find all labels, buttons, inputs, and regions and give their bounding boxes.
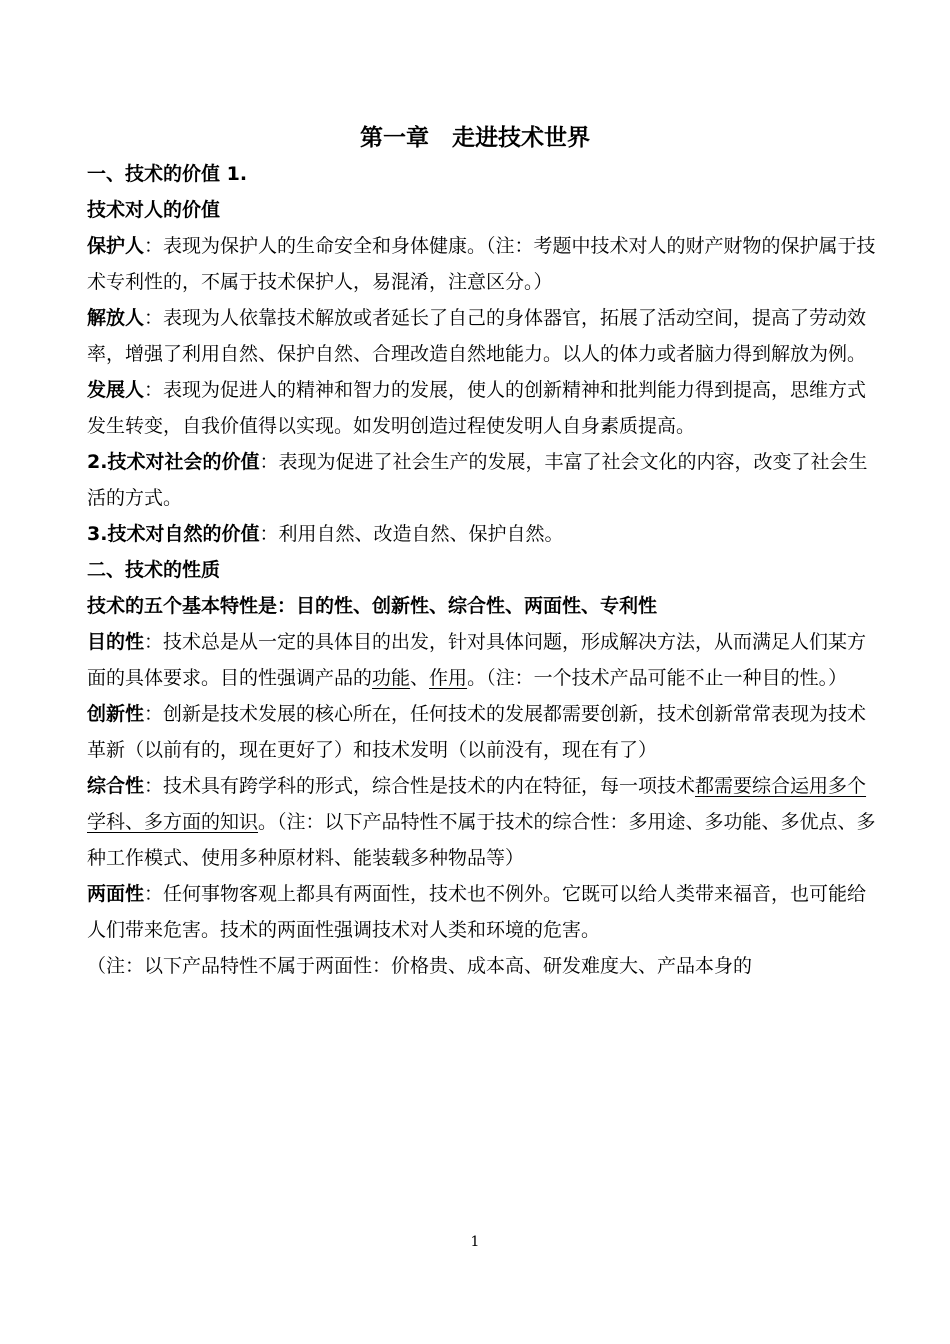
- text-run: ：表现为人依靠技术解放或者延长了自己的身体器官，拓展了活动空间，提高了劳动效率，增强了利用自然、保护自然、合理改造自然地能力。以人的体力或者脑力得到解放为例。: [87, 307, 867, 365]
- text-run: 。（注：以下产品特性不属于技术的综合性：多用途、多功能、多优点、多种工作模式、使用多种原材料、能装载多种物品等）: [87, 811, 876, 869]
- chapter-title: 第一章 走进技术世界: [360, 125, 590, 151]
- text-run: ：表现为促进了社会生产的发展，丰富了社会文化的内容，改变了社会生活的方式。: [87, 451, 868, 509]
- bold-term: 两面性: [87, 883, 145, 905]
- underlined-text: 都需要综合运用多个学科、多方面的知识: [87, 775, 867, 833]
- paragraph: [87, 192, 882, 228]
- bold-term: 技术对人的价值: [87, 199, 221, 221]
- bold-term: 目的性: [87, 631, 145, 653]
- document-body: [87, 156, 882, 984]
- text-run: ：利用自然、改造自然、保护自然。: [259, 523, 564, 545]
- paragraph: [87, 696, 882, 768]
- paragraph: [87, 948, 882, 984]
- bold-term: 解放人: [87, 307, 145, 329]
- paragraph: [87, 228, 882, 300]
- paragraph: [87, 624, 882, 696]
- underlined-text: 作用: [429, 667, 468, 689]
- underlined-text: 功能: [372, 667, 411, 689]
- paragraph: [87, 300, 882, 372]
- bold-term: 发展人: [87, 379, 145, 401]
- paragraph: [87, 372, 882, 444]
- bold-term: 一、技术的价值 1.: [87, 163, 248, 185]
- paragraph: [87, 876, 882, 948]
- bold-term: 技术的五个基本特性是：目的性、创新性、综合性、两面性、专利性: [87, 595, 658, 617]
- bold-term: 2.技术对社会的价值: [87, 451, 260, 473]
- paragraph: [87, 588, 882, 624]
- text-run: 。（注：一个技术产品可能不止一种目的性。）: [467, 667, 848, 689]
- bold-term: 综合性: [87, 775, 145, 797]
- paragraph: [87, 552, 882, 588]
- text-run: ：表现为保护人的生命安全和身体健康。（注：考题中技术对人的财产财物的保护属于技术专利性的，不属于技术保护人，易混淆，注意区分。）: [87, 235, 876, 293]
- text-run: ：表现为促进人的精神和智力的发展，使人的创新精神和批判能力得到提高，思维方式发生转变，自我价值得以实现。如发明创造过程使发明人自身素质提高。: [87, 379, 867, 437]
- bold-term: 3.技术对自然的价值: [87, 523, 260, 545]
- bold-term: 创新性: [87, 703, 145, 725]
- paragraph: [87, 516, 882, 552]
- bold-term: 保护人: [87, 235, 145, 257]
- paragraph: [87, 768, 882, 876]
- text-run: ：创新是技术发展的核心所在，任何技术的发展都需要创新，技术创新常常表现为技术革新（以前有的，现在更好了）和技术发明（以前没有，现在有了）: [87, 703, 867, 761]
- text-run: （注：以下产品特性不属于两面性：价格贵、成本高、研发难度大、产品本身的: [87, 955, 753, 977]
- paragraph: [87, 156, 882, 192]
- text-run: ：技术具有跨学科的形式，综合性是技术的内在特征，每一项技术: [144, 775, 696, 797]
- bold-term: 二、技术的性质: [87, 559, 221, 581]
- page-number: 1: [470, 1234, 480, 1250]
- text-run: 、: [410, 667, 430, 689]
- text-run: ：任何事物客观上都具有两面性，技术也不例外。它既可以给人类带来福音，也可能给人们带来危害。技术的两面性强调技术对人类和环境的危害。: [87, 883, 867, 941]
- paragraph: [87, 444, 882, 516]
- text-run: ：技术总是从一定的具体目的出发，针对具体问题，形成解决方法，从而满足人们某方面的具体要求。目的性强调产品的: [87, 631, 867, 689]
